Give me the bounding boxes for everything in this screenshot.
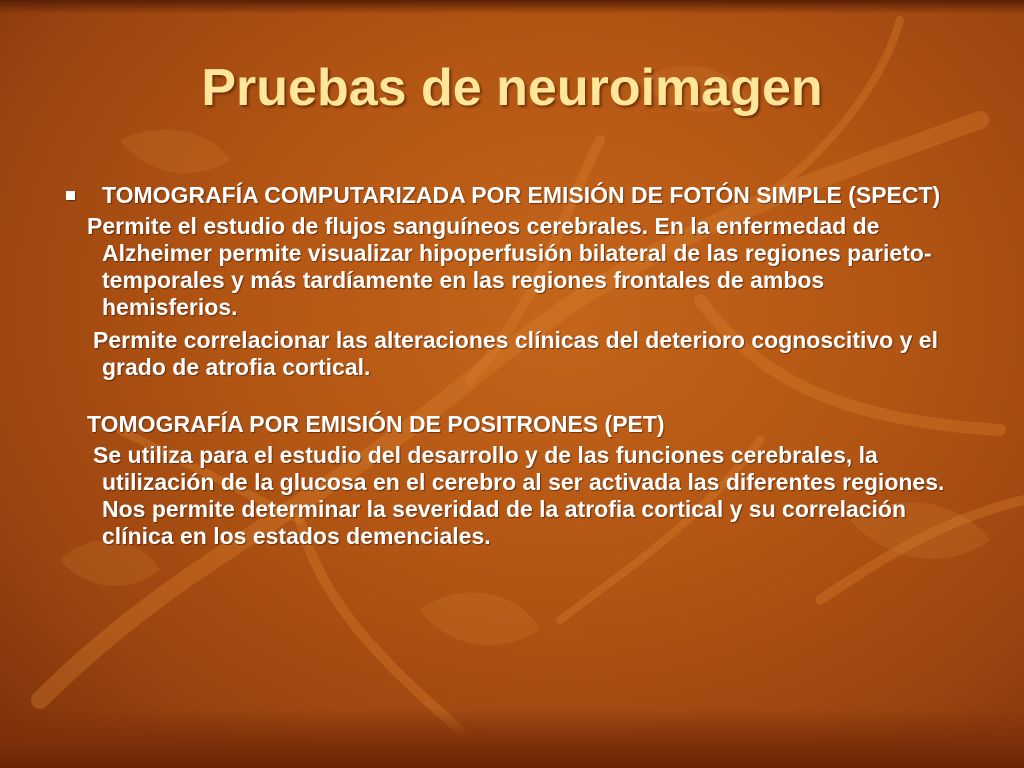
square-bullet-icon	[66, 191, 75, 200]
slide-title: Pruebas de neuroimagen	[201, 59, 823, 117]
bullet-item-spect	[60, 182, 960, 209]
paragraph-spect-2: Permite correlacionar las alteraciones clínicas del deterioro cognoscitivo y el grado de atrofia cortical.	[93, 327, 938, 380]
section-heading-pet: TOMOGRAFÍA POR EMISIÓN DE POSITRONES (PET)	[87, 411, 665, 437]
slide-body	[60, 182, 960, 550]
section-heading-spect: TOMOGRAFÍA COMPUTARIZADA POR EMISIÓN DE FOTÓN SIMPLE (SPECT)	[102, 182, 941, 208]
paragraph-spect-1: Permite el estudio de flujos sanguíneos cerebrales. En la enfermedad de Alzheimer permite visualizar hipoperfusión bilateral de las regiones parieto-temporales y más tardíamente en las regiones frontales de ambos hemisferios.	[87, 213, 932, 320]
bottom-band	[0, 708, 1024, 768]
top-band	[0, 0, 1024, 14]
paragraph-pet-1: Se utiliza para el estudio del desarrollo y de las funciones cerebrales, la utilización de la glucosa en el cerebro al ser activada las diferentes regiones. Nos permite determinar la severidad de la atrofia cortical y su correlación clínica en los estados demenciales.	[93, 442, 945, 549]
